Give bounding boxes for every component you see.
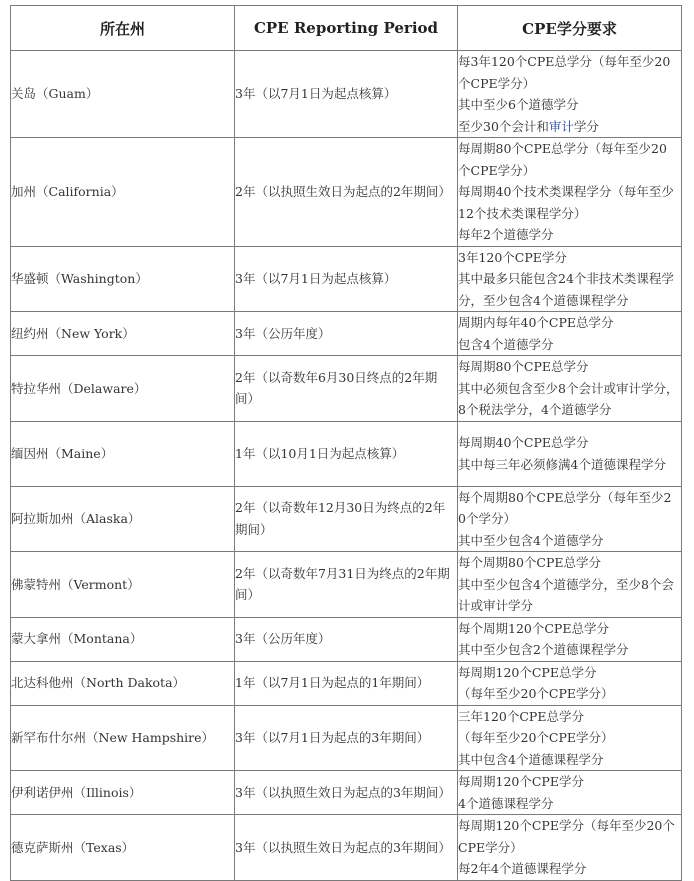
period-cell: 1年（以10月1日为起点核算） [235, 421, 458, 486]
table-row [11, 815, 682, 881]
requirement-line: 每周期40个技术类课程学分（每年至少12个技术类课程学分） [458, 184, 674, 221]
period-cell: 3年（以7月1日为起点的3年期间） [235, 705, 458, 771]
state-cell: 德克萨斯州（Texas） [11, 815, 235, 881]
requirement-cell [458, 661, 682, 705]
table-row [11, 312, 682, 356]
state-cell: 伊利诺伊州（Illinois） [11, 771, 235, 815]
requirement-line: 三年120个CPE总学分 [458, 708, 584, 724]
requirement-line: 每周期120个CPE学分 [458, 774, 584, 789]
requirement-line: 至少30个会计和审计学分 [458, 118, 599, 134]
requirement-line: 每周期40个CPE总学分 [458, 435, 589, 450]
state-cell: 华盛顿（Washington） [11, 246, 235, 312]
requirement-line: 其中最多只能包含24个非技术类课程学分，至少包含4个道德课程学分 [458, 271, 674, 308]
cpe-requirements-table [10, 5, 682, 881]
period-cell: 2年（以奇数年12月30日为终点的2年期间） [235, 486, 458, 552]
state-cell: 新罕布什尔州（New Hampshire） [11, 705, 235, 771]
requirement-line: 其中包含4个道德课程学分 [458, 751, 604, 767]
requirement-line: 其中至少包含4个道德学分，至少8个会计或审计学分 [458, 576, 674, 613]
period-cell: 2年（以奇数年6月30日终点的2年期间） [235, 356, 458, 422]
period-cell: 3年（以执照生效日为起点的3年期间） [235, 771, 458, 815]
requirement-line: 每个周期80个CPE总学分（每年至少20个学分） [458, 489, 672, 526]
requirement-line: 每周期80个CPE总学分 [458, 359, 589, 374]
audit-link[interactable]: 审计 [548, 118, 574, 134]
table-row [11, 138, 682, 247]
requirement-line: 每2年4个道德课程学分 [458, 861, 587, 876]
state-cell: 北达科他州（North Dakota） [11, 661, 235, 705]
period-cell: 1年（以7月1日为起点的1年期间） [235, 661, 458, 705]
requirement-cell [458, 815, 682, 881]
state-cell: 纽约州（New York） [11, 312, 235, 356]
period-cell: 3年（以7月1日为起点核算） [235, 246, 458, 312]
header-state: 所在州 [11, 6, 235, 51]
state-cell: 关岛（Guam） [11, 51, 235, 138]
requirement-cell [458, 138, 682, 247]
table-row [11, 661, 682, 705]
table-row [11, 421, 682, 486]
requirement-line: 其中至少包含4个道德学分 [458, 532, 604, 548]
requirement-line: 每个周期80个CPE总学分 [458, 555, 602, 570]
table-row [11, 356, 682, 422]
state-cell: 蒙大拿州（Montana） [11, 617, 235, 661]
period-cell: 2年（以奇数年7月31日为终点的2年期间） [235, 552, 458, 618]
period-cell: 3年（公历年度） [235, 617, 458, 661]
table-row [11, 617, 682, 661]
state-cell: 阿拉斯加州（Alaska） [11, 486, 235, 552]
requirement-line: 包含4个道德学分 [458, 336, 554, 352]
requirement-cell [458, 486, 682, 552]
requirement-cell [458, 246, 682, 312]
requirement-cell [458, 421, 682, 486]
state-cell: 缅因州（Maine） [11, 421, 235, 486]
header-cpe-requirement: CPE学分要求 [458, 6, 682, 51]
table-body [11, 51, 682, 881]
header-row [11, 6, 682, 51]
cpe-table-container [10, 5, 681, 881]
requirement-line: 其中必须包含至少8个会计或审计学分，8个税法学分，4个道德学分 [458, 380, 679, 417]
requirement-line: 每年2个道德学分 [458, 227, 554, 242]
requirement-cell [458, 552, 682, 618]
requirement-line: 每个周期120个CPE总学分 [458, 620, 609, 636]
requirement-line: （每年至少20个CPE学分） [458, 730, 614, 745]
requirement-cell [458, 771, 682, 815]
table-row [11, 771, 682, 815]
requirement-cell [458, 705, 682, 771]
state-cell: 特拉华州（Delaware） [11, 356, 235, 422]
requirement-line: 3年120个CPE学分 [458, 249, 567, 265]
period-cell: 3年（以执照生效日为起点的3年期间） [235, 815, 458, 881]
requirement-line: 每周期120个CPE学分（每年至少20个CPE学分） [458, 818, 675, 855]
header-reporting-period: CPE Reporting Period [235, 6, 458, 51]
table-row [11, 486, 682, 552]
requirement-line: 每周期80个CPE总学分（每年至少20个CPE学分） [458, 141, 667, 178]
requirement-cell [458, 356, 682, 422]
period-cell: 2年（以执照生效日为起点的2年期间） [235, 138, 458, 247]
table-row [11, 705, 682, 771]
requirement-cell [458, 312, 682, 356]
requirement-cell [458, 51, 682, 138]
requirement-cell [458, 617, 682, 661]
requirement-line: 4个道德课程学分 [458, 795, 554, 811]
table-row [11, 51, 682, 138]
requirement-line: 其中每三年必须修满4个道德课程学分 [458, 456, 666, 472]
requirement-line: （每年至少20个CPE学分） [458, 686, 614, 701]
period-cell: 3年（公历年度） [235, 312, 458, 356]
requirement-line: 周期内每年40个CPE总学分 [458, 315, 614, 330]
period-cell: 3年（以7月1日为起点核算） [235, 51, 458, 138]
state-cell: 加州（California） [11, 138, 235, 247]
requirement-line: 其中至少6个道德学分 [458, 97, 579, 112]
requirement-line: 其中至少包含2个道德课程学分 [458, 642, 629, 657]
table-row [11, 246, 682, 312]
requirement-line: 每周期120个CPE总学分 [458, 664, 597, 680]
requirement-line: 每3年120个CPE总学分（每年至少20个CPE学分） [458, 54, 671, 91]
table-row [11, 552, 682, 618]
state-cell: 佛蒙特州（Vermont） [11, 552, 235, 618]
